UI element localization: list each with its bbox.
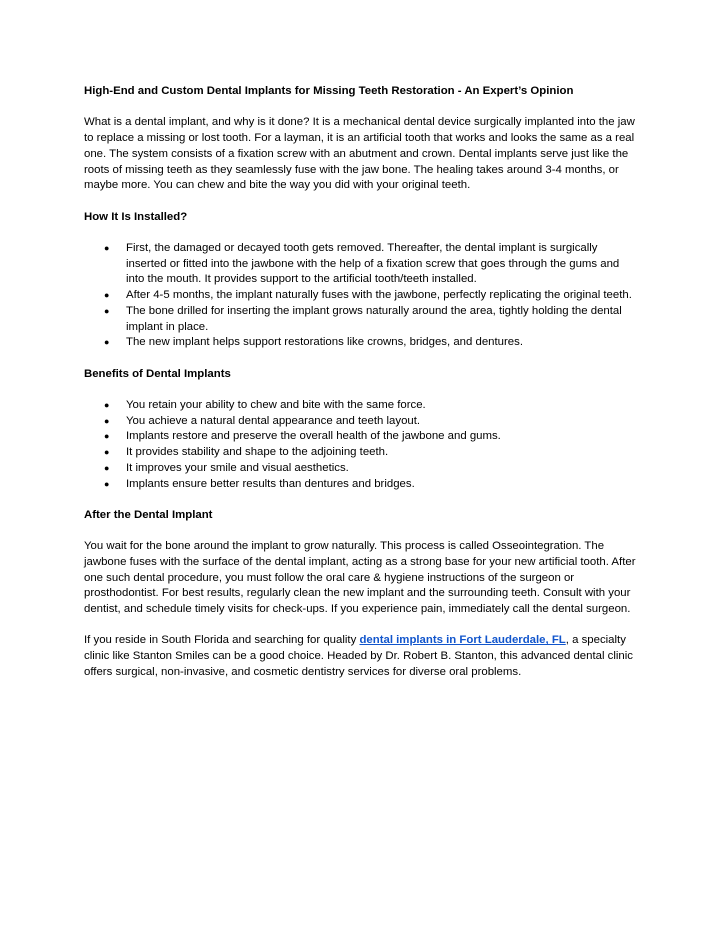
- list-item: [84, 335, 640, 351]
- benefits-list: [84, 398, 640, 492]
- list-item-text: First, the damaged or decayed tooth gets removed. Thereafter, the dental implant is surgically inserted or fitted into the jawbone with the help of a fixation screw that goes through the gums and into the mouth. It provides support to the artificial tooth/teeth installed.: [126, 241, 620, 286]
- bullet-icon: ●: [104, 431, 110, 442]
- list-item: [84, 241, 640, 288]
- bullet-icon: ●: [104, 290, 110, 301]
- bullet-icon: ●: [104, 305, 110, 316]
- closing-text-after: , a specialty clinic like Stanton Smiles can be a good choice. Headed by Dr. Robert B. Stanton, this advanced dental clinic offers surgical, non-invasive, and cosmetic dentistry services for diverse oral problems.: [84, 634, 633, 678]
- list-item-text: Implants ensure better results than dentures and bridges.: [126, 477, 415, 490]
- bullet-icon: ●: [104, 337, 110, 348]
- list-item-text: You retain your ability to chew and bite with the same force.: [126, 398, 426, 411]
- benefits-heading: Benefits of Dental Implants: [84, 367, 231, 380]
- bullet-icon: ●: [104, 478, 110, 489]
- dental-implants-link[interactable]: dental implants in Fort Lauderdale, FL: [359, 634, 566, 647]
- after-heading: After the Dental Implant: [84, 508, 213, 521]
- list-item: [84, 398, 640, 414]
- list-item: [84, 304, 640, 335]
- list-item: [84, 288, 640, 304]
- installed-list: [84, 241, 640, 351]
- list-item-text: It improves your smile and visual aesthetics.: [126, 461, 349, 474]
- installed-heading: How It Is Installed?: [84, 210, 188, 223]
- list-item: [84, 461, 640, 477]
- after-paragraph: You wait for the bone around the implant to grow naturally. This process is called Osseointegration. The jawbone fuses with the surface of the dental implant, acting as a strong base for your new artificial tooth. After one such dental procedure, you must follow the oral care & hygiene instructions of the surgeon or prosthodontist. For best results, regularly clean the new implant and the surrounding teeth. Consult with your dentist, and schedule timely visits for check-ups. If you experience pain, immediately call the dental surgeon.: [84, 540, 636, 616]
- list-item-text: You achieve a natural dental appearance and teeth layout.: [126, 414, 421, 427]
- bullet-icon: ●: [104, 462, 110, 473]
- bullet-icon: ●: [104, 447, 110, 458]
- bullet-icon: ●: [104, 399, 110, 410]
- document-title: High-End and Custom Dental Implants for Missing Teeth Restoration - An Expert’s Opinion: [84, 85, 574, 97]
- list-item: [84, 445, 640, 461]
- bullet-icon: ●: [104, 242, 110, 253]
- bullet-icon: ●: [104, 415, 110, 426]
- list-item-text: Implants restore and preserve the overall health of the jawbone and gums.: [126, 430, 501, 443]
- list-item-text: The new implant helps support restorations like crowns, bridges, and dentures.: [126, 336, 523, 349]
- list-item-text: It provides stability and shape to the adjoining teeth.: [126, 446, 389, 459]
- list-item: [84, 414, 640, 430]
- list-item-text: After 4-5 months, the implant naturally fuses with the jawbone, perfectly replicating the original teeth.: [126, 289, 632, 302]
- closing-paragraph: [84, 633, 640, 680]
- list-item-text: The bone drilled for inserting the implant grows naturally around the area, tightly holding the dental implant in place.: [126, 304, 622, 333]
- closing-text-before: If you reside in South Florida and searching for quality: [84, 634, 360, 647]
- intro-paragraph: What is a dental implant, and why is it done? It is a mechanical dental device surgically implanted into the jaw to replace a missing or lost tooth. For a layman, it is an artificial tooth that works and looks the same as a real one. The system consists of a fixation screw with an abutment and crown. Dental implants serve just like the roots of missing teeth as they seamlessly fuse with the jaw bone. The healing takes around 3-4 months, or maybe more. You can chew and bite the way you did with your original teeth.: [84, 116, 635, 192]
- list-item: [84, 429, 640, 445]
- list-item: [84, 477, 640, 493]
